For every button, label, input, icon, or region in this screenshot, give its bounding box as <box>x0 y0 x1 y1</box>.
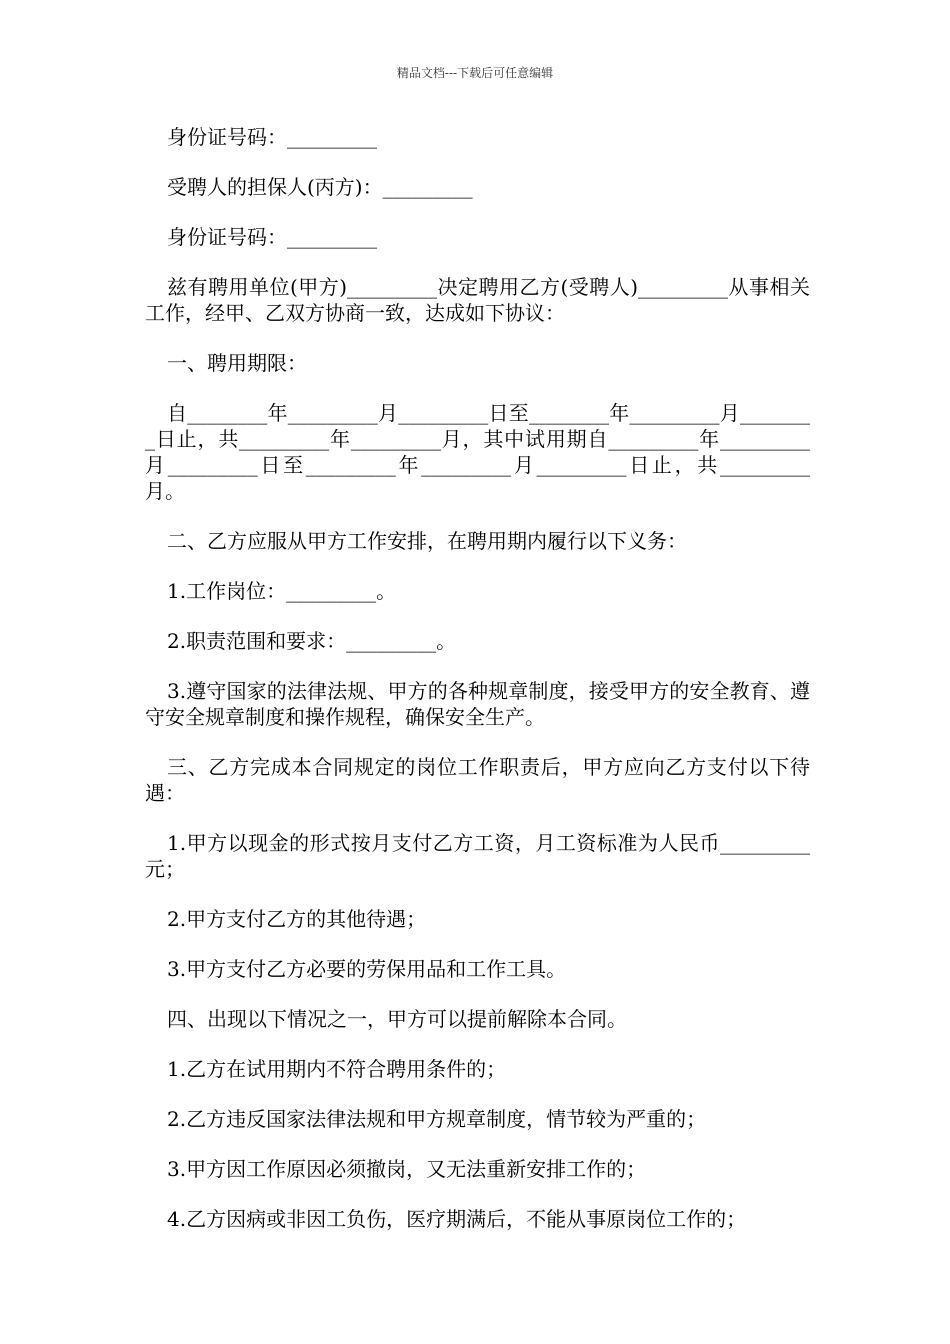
section-one-heading: 一、聘用期限： <box>167 351 307 375</box>
salary-item: 1.甲方以现金的形式按月支付乙方工资，月工资标准为人民币_________元； <box>145 831 810 881</box>
protective-equipment-item: 3.甲方支付乙方必要的劳保用品和工作工具。 <box>167 957 567 981</box>
termination-item-4: 4.乙方因病或非因工负伤，医疗期满后，不能从事原岗位工作的； <box>167 1207 747 1231</box>
termination-item-3: 3.甲方因工作原因必须撤岗，又无法重新安排工作的； <box>167 1157 647 1181</box>
other-benefits-item: 2.甲方支付乙方的其他待遇； <box>167 907 427 931</box>
employment-period-paragraph: 自________年_________月_________日至________年_________月________日止，共_________年_________月，其中试用期自_________年_________月_________日至_________年_________月_________日止，共_________月。 <box>145 401 810 503</box>
guarantor-line: 受聘人的担保人(丙方)：_________ <box>167 175 473 199</box>
section-two-heading: 二、乙方应服从甲方工作安排，在聘用期内履行以下义务： <box>167 529 687 553</box>
compliance-item: 3.遵守国家的法律法规、甲方的各种规章制度，接受甲方的安全教育、遵守安全规章制度和操作规程，确保安全生产。 <box>145 679 810 729</box>
termination-item-1: 1.乙方在试用期内不符合聘用条件的； <box>167 1057 507 1081</box>
duty-scope-item: 2.职责范围和要求：_________。 <box>167 629 457 653</box>
section-four-heading: 四、出现以下情况之一，甲方可以提前解除本合同。 <box>167 1007 627 1031</box>
guarantor-id-number-line: 身份证号码：_________ <box>167 225 377 249</box>
job-position-item: 1.工作岗位：_________。 <box>167 579 397 603</box>
page-header: 精品文档---下载后可任意编辑 <box>396 66 554 80</box>
id-number-line: 身份证号码：_________ <box>167 125 377 149</box>
agreement-intro-paragraph: 兹有聘用单位(甲方)_________决定聘用乙方(受聘人)_________从事相关工作，经甲、乙双方协商一致，达成如下协议： <box>145 275 810 325</box>
document-body <box>145 124 810 1232</box>
section-three-heading: 三、乙方完成本合同规定的岗位工作职责后，甲方应向乙方支付以下待遇： <box>145 755 810 805</box>
termination-item-2: 2.乙方违反国家法律法规和甲方规章制度，情节较为严重的； <box>167 1107 707 1131</box>
